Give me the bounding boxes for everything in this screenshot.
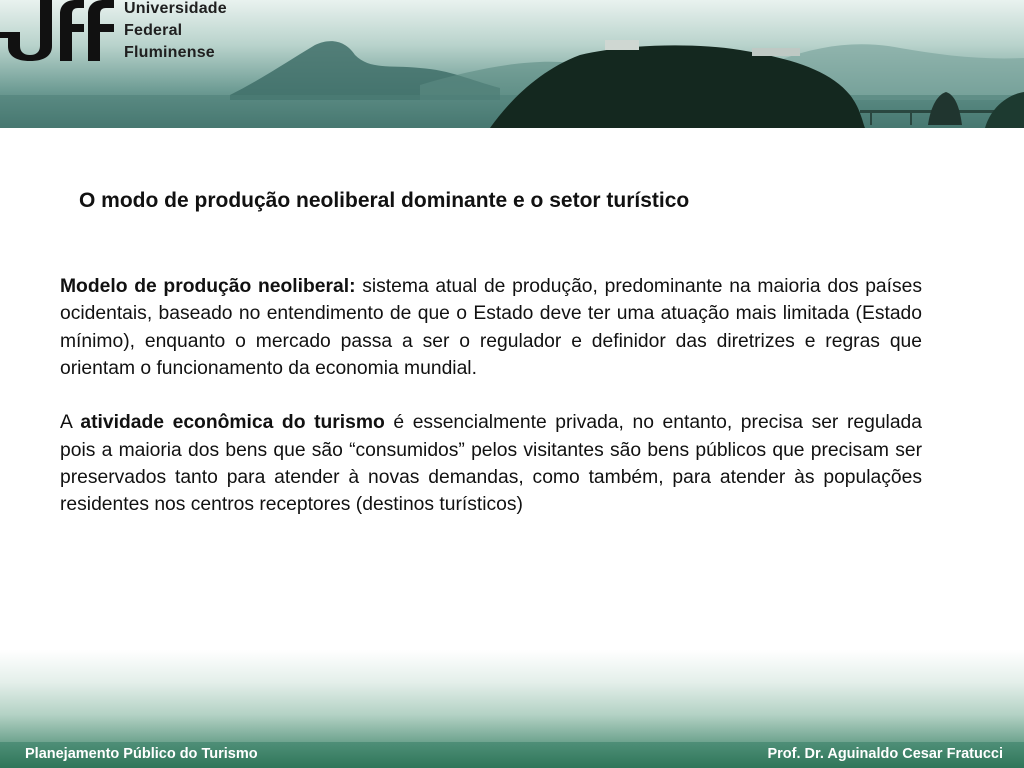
term-neoliberal-model: Modelo de produção neoliberal:	[60, 276, 356, 297]
university-line-1: Universidade	[124, 0, 227, 17]
paragraph-tourism-activity	[60, 409, 922, 518]
paragraph-2-text: é essencialmente privada, no entanto, precisa ser regulada pois a maioria dos bens que são “consumidos” pelos visitantes são bens públicos que precisam ser preservados tanto para atender à novas demandas, como também, para atender às populações residentes nos centros receptores (destinos turísticos)	[60, 412, 922, 516]
term-tourism-activity: atividade econômica do turismo	[80, 412, 385, 434]
footer-gradient	[0, 650, 1024, 742]
header-banner	[0, 0, 1024, 128]
slide-title: O modo de produção neoliberal dominante e o setor turístico	[79, 189, 690, 212]
footer-course-name: Planejamento Público do Turismo	[25, 746, 258, 762]
university-line-3: Fluminense	[124, 44, 215, 61]
uff-logo	[0, 0, 120, 62]
university-name	[124, 0, 227, 64]
slide-body	[60, 273, 922, 519]
paragraph-neoliberal-model	[60, 273, 922, 382]
paragraph-2-prefix: A	[60, 412, 81, 434]
footer-professor-name: Prof. Dr. Aguinaldo Cesar Fratucci	[767, 746, 1003, 762]
paragraph-1-text: sistema atual de produção, predominante na maioria dos países ocidentais, baseado no entendimento de que o Estado deve ter uma atuação mais limitada (Estado mínimo), enquanto o mercado passa a ser o regulador e definidor das diretrizes e regras que orientam o funcionamento da economia mundial.	[60, 276, 922, 379]
university-line-2: Federal	[124, 22, 183, 39]
